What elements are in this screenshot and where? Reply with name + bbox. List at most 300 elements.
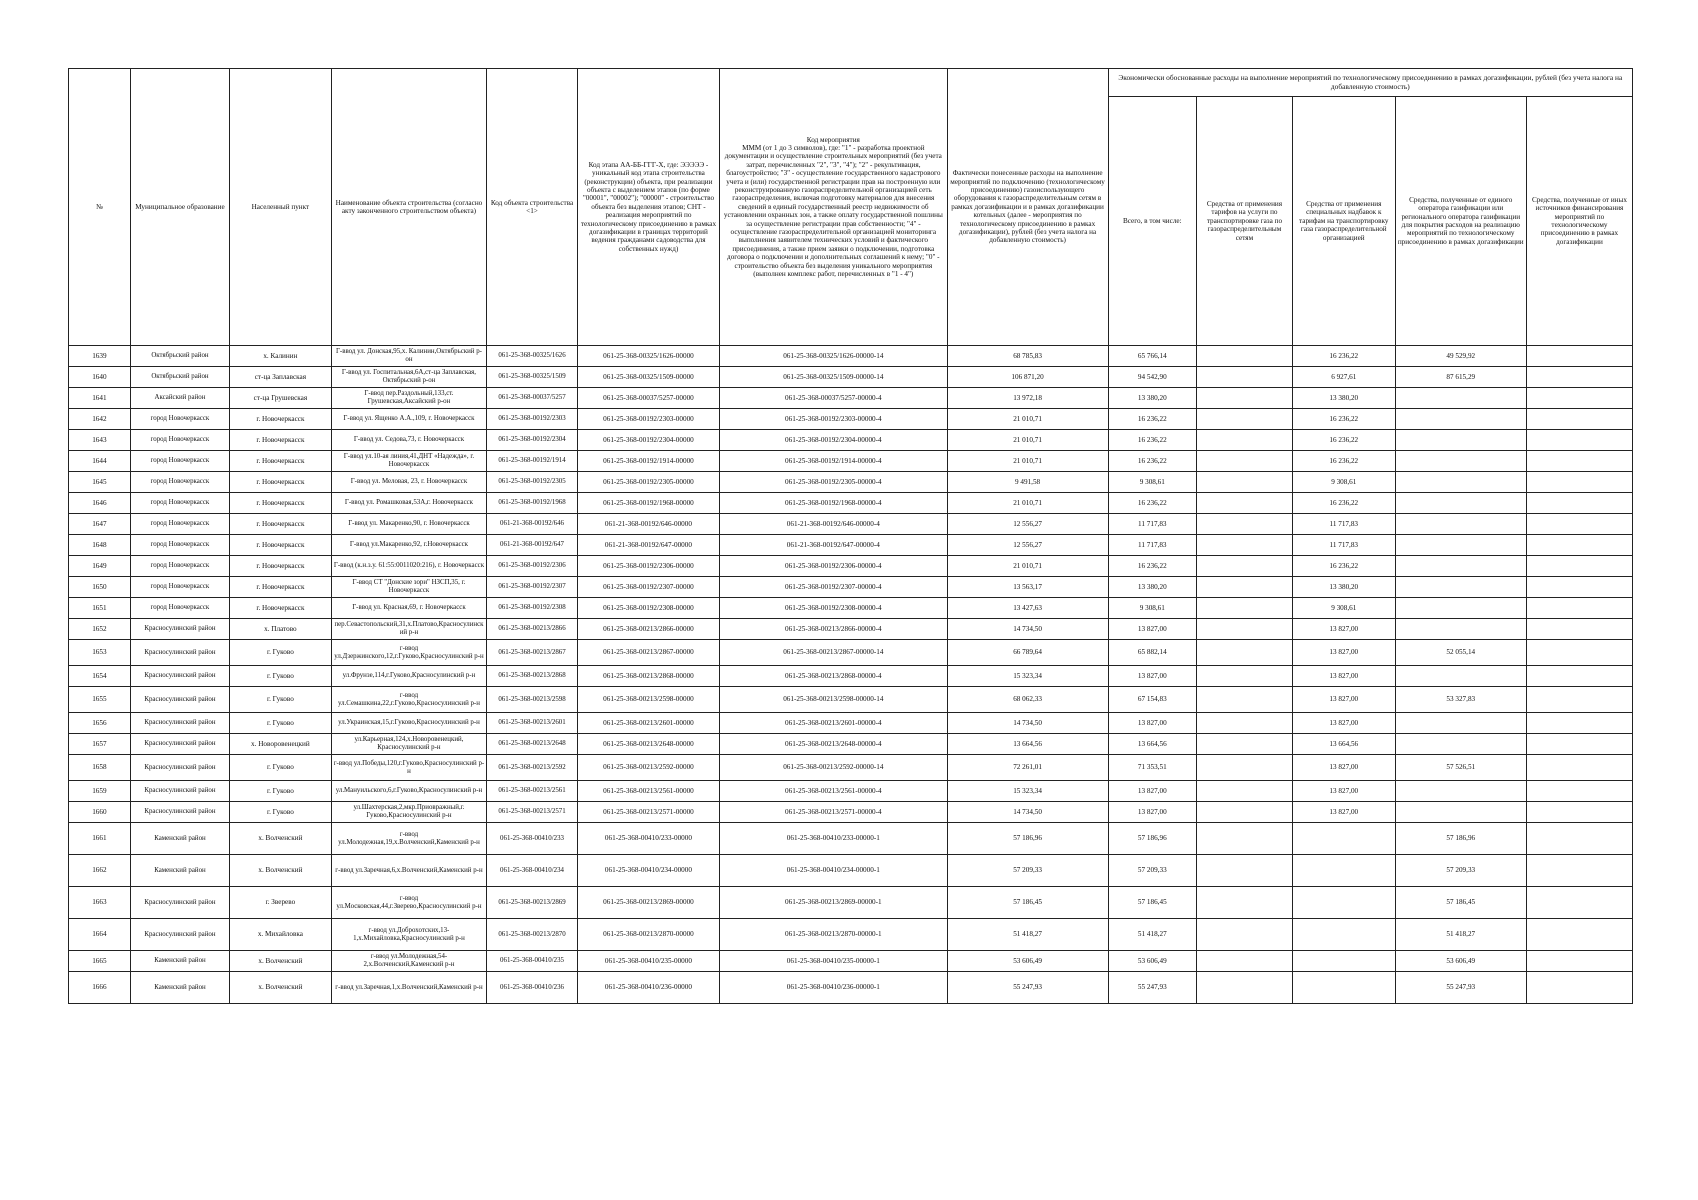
row-stage-code: 061-25-368-00192/2308-00000	[577, 598, 719, 619]
row-surcharge-funds	[1292, 919, 1395, 951]
row-municipality: Красносулинский район	[130, 666, 229, 687]
row-surcharge-funds: 9 308,61	[1292, 472, 1395, 493]
row-settlement: г. Новочеркасск	[230, 451, 332, 472]
row-number: 1657	[69, 734, 131, 755]
row-settlement: х. Калинин	[230, 346, 332, 367]
row-number: 1648	[69, 535, 131, 556]
row-operator-funds: 57 186,96	[1395, 823, 1526, 855]
costs-table	[68, 68, 1633, 1004]
row-surcharge-funds: 16 236,22	[1292, 346, 1395, 367]
row-object-name: Г-ввод ул. Ромашковая,53А,г. Новочеркасск	[331, 493, 487, 514]
row-municipality: Красносулинский район	[130, 919, 229, 951]
header-no: №	[69, 69, 131, 346]
row-municipality: Каменский район	[130, 823, 229, 855]
row-object-code: 061-25-368-00213/2571	[487, 802, 578, 823]
row-operator-funds: 55 247,93	[1395, 972, 1526, 1004]
row-object-code: 061-25-368-00192/2307	[487, 577, 578, 598]
row-object-name: г-ввод ул.Заречная,6,х.Волченский,Каменский р-н	[331, 855, 487, 887]
row-operator-funds	[1395, 598, 1526, 619]
table-row	[69, 493, 1633, 514]
row-settlement: г. Новочеркасск	[230, 430, 332, 451]
row-municipality: город Новочеркасск	[130, 451, 229, 472]
row-object-code: 061-25-368-00192/2304	[487, 430, 578, 451]
row-number: 1663	[69, 887, 131, 919]
row-number: 1646	[69, 493, 131, 514]
row-object-name: Г-ввод ул. Красная,69, г. Новочеркасск	[331, 598, 487, 619]
row-other-sources	[1526, 919, 1632, 951]
row-object-name: Г-ввод ул. Макаренко,90, г. Новочеркасск	[331, 514, 487, 535]
row-object-code: 061-25-368-00192/1914	[487, 451, 578, 472]
row-surcharge-funds	[1292, 855, 1395, 887]
row-tariff-funds	[1196, 781, 1292, 802]
row-settlement: ст-ца Грушевская	[230, 388, 332, 409]
row-tariff-funds	[1196, 734, 1292, 755]
header-tariff-funds: Средства от применения тарифов на услуги по транспортировке газа по газораспределительным сетям	[1196, 97, 1292, 346]
row-stage-code: 061-25-368-00213/2571-00000	[577, 802, 719, 823]
row-operator-funds: 57 186,45	[1395, 887, 1526, 919]
row-object-name: Г-ввод ул. Меловая, 23, г. Новочеркасск	[331, 472, 487, 493]
row-total: 16 236,22	[1108, 493, 1196, 514]
row-other-sources	[1526, 951, 1632, 972]
row-municipality: город Новочеркасск	[130, 577, 229, 598]
header-stage-code: Код этапа АА-ББ-ГГГ-Х, где: ЭЭЭЭЭ - уникальный код этапа строительства (реконструкции) объекта, при реализации объекта с выделением этапов (по форме "00001", "00002"); "00000" - строительство объекта без выделения этапов; СНТ - реализация мероприятий по технологическому присоединению в рамках догазификации в границах территорий ведения гражданами садоводства для собственных нужд)	[577, 69, 719, 346]
row-tariff-funds	[1196, 887, 1292, 919]
row-number: 1661	[69, 823, 131, 855]
table-row	[69, 409, 1633, 430]
table-row	[69, 514, 1633, 535]
row-surcharge-funds: 13 380,20	[1292, 577, 1395, 598]
row-surcharge-funds	[1292, 887, 1395, 919]
row-settlement: х. Волченский	[230, 855, 332, 887]
header-actual-costs: Фактически понесенные расходы на выполнение мероприятий по подключению (технологическому присоединению) газоиспользующего оборудования к газораспределительным сетям в рамках догазификации и в рамках догазификации котельных (далее - мероприятия по технологическому присоединению в рамках догазификации), рублей (без учета налога на добавленную стоимость)	[947, 69, 1108, 346]
table-row	[69, 346, 1633, 367]
row-actual-costs: 21 010,71	[947, 451, 1108, 472]
row-tariff-funds	[1196, 451, 1292, 472]
row-stage-code: 061-25-368-00410/236-00000	[577, 972, 719, 1004]
row-actual-costs: 9 491,58	[947, 472, 1108, 493]
row-total: 16 236,22	[1108, 556, 1196, 577]
row-total: 13 827,00	[1108, 802, 1196, 823]
row-other-sources	[1526, 430, 1632, 451]
row-tariff-funds	[1196, 577, 1292, 598]
row-object-code: 061-25-368-00410/236	[487, 972, 578, 1004]
row-number: 1665	[69, 951, 131, 972]
row-number: 1642	[69, 409, 131, 430]
row-total: 65 882,14	[1108, 640, 1196, 666]
row-operator-funds: 52 055,14	[1395, 640, 1526, 666]
row-other-sources	[1526, 514, 1632, 535]
row-municipality: Красносулинский район	[130, 619, 229, 640]
row-measure-code: 061-25-368-00192/2304-00000-4	[720, 430, 947, 451]
row-other-sources	[1526, 755, 1632, 781]
row-tariff-funds	[1196, 619, 1292, 640]
row-total: 9 308,61	[1108, 598, 1196, 619]
row-surcharge-funds: 11 717,83	[1292, 514, 1395, 535]
row-municipality: Аксайский район	[130, 388, 229, 409]
row-object-code: 061-25-368-00192/2303	[487, 409, 578, 430]
header-operator-funds: Средства, полученные от единого оператора газификации или регионального оператора газификации для покрытия расходов на реализацию мероприятий по технологическому присоединению в рамках догазификации	[1395, 97, 1526, 346]
row-object-code: 061-25-368-00325/1509	[487, 367, 578, 388]
row-tariff-funds	[1196, 972, 1292, 1004]
row-municipality: Красносулинский район	[130, 887, 229, 919]
row-stage-code: 061-25-368-00213/2870-00000	[577, 919, 719, 951]
row-total: 94 542,90	[1108, 367, 1196, 388]
row-measure-code: 061-25-368-00213/2561-00000-4	[720, 781, 947, 802]
row-number: 1652	[69, 619, 131, 640]
row-tariff-funds	[1196, 855, 1292, 887]
row-settlement: г. Зверево	[230, 887, 332, 919]
row-number: 1655	[69, 687, 131, 713]
table-row	[69, 951, 1633, 972]
row-total: 9 308,61	[1108, 472, 1196, 493]
header-measure-code-desc: МММ (от 1 до 3 символов), где: "1" - разработка проектной документации и осуществление строительных мероприятий (без учета затрат, перечисленных "2", "3", "4"); "2" - рекультивация, благоустройство; "3" - осуществление государственного кадастрового учета и (или) государственной регистрации прав на построенную или реконструированную газораспределительной организацией сеть газораспределения, включая подготовку материалов для внесения сведений в единый государственный реестр недвижимости об установлении охранных зон, а также оплату государственной пошлины за осуществление регистрации прав собственности; "4" - осуществление газораспределительной организацией мониторинга выполнения заявителем технических условий и фактического присоединения, а также прием заявки о подключении, подготовка договора о подключении и дополнительных соглашений к нему; "0" - строительство объекта без выделения уникального мероприятия (выполнен комплекс работ, перечисленных в "1 - 4")	[723, 143, 943, 279]
row-settlement: х. Новоровенецкий	[230, 734, 332, 755]
row-operator-funds	[1395, 430, 1526, 451]
table-row	[69, 687, 1633, 713]
row-stage-code: 061-25-368-00410/233-00000	[577, 823, 719, 855]
row-stage-code: 061-25-368-00037/5257-00000	[577, 388, 719, 409]
row-tariff-funds	[1196, 535, 1292, 556]
row-other-sources	[1526, 619, 1632, 640]
row-object-name: Г-ввод (к.н.з.у. 61:55:0011020:216), г. Новочеркасск	[331, 556, 487, 577]
row-municipality: Октябрьский район	[130, 367, 229, 388]
row-object-code: 061-25-368-00213/2561	[487, 781, 578, 802]
row-municipality: город Новочеркасск	[130, 493, 229, 514]
row-municipality: город Новочеркасск	[130, 598, 229, 619]
header-measure-code-title: Код мероприятия	[806, 135, 860, 144]
row-actual-costs: 13 427,63	[947, 598, 1108, 619]
table-row	[69, 367, 1633, 388]
row-measure-code: 061-25-368-00325/1626-00000-14	[720, 346, 947, 367]
row-object-code: 061-25-368-00213/2866	[487, 619, 578, 640]
row-object-code: 061-25-368-00213/2592	[487, 755, 578, 781]
row-measure-code: 061-25-368-00213/2601-00000-4	[720, 713, 947, 734]
row-operator-funds: 53 327,83	[1395, 687, 1526, 713]
row-stage-code: 061-25-368-00192/2303-00000	[577, 409, 719, 430]
row-settlement: г. Гуково	[230, 666, 332, 687]
row-settlement: г. Новочеркасск	[230, 409, 332, 430]
row-municipality: Каменский район	[130, 951, 229, 972]
row-other-sources	[1526, 451, 1632, 472]
row-object-name: пер.Севастопольский,31,х.Платово,Красносулинский р-н	[331, 619, 487, 640]
row-operator-funds: 57 209,33	[1395, 855, 1526, 887]
row-settlement: г. Новочеркасск	[230, 472, 332, 493]
row-tariff-funds	[1196, 556, 1292, 577]
table-row	[69, 640, 1633, 666]
row-number: 1650	[69, 577, 131, 598]
row-object-code: 061-21-368-00192/646	[487, 514, 578, 535]
header-object-code: Код объекта строительства <1>	[487, 69, 578, 346]
row-object-name: г-ввод ул.Семашкина,22,г.Гуково,Красносулинский р-н	[331, 687, 487, 713]
row-other-sources	[1526, 713, 1632, 734]
row-object-code: 061-25-368-00192/1968	[487, 493, 578, 514]
row-actual-costs: 14 734,50	[947, 713, 1108, 734]
row-other-sources	[1526, 666, 1632, 687]
row-other-sources	[1526, 493, 1632, 514]
row-number: 1654	[69, 666, 131, 687]
row-other-sources	[1526, 535, 1632, 556]
row-stage-code: 061-25-368-00213/2867-00000	[577, 640, 719, 666]
row-other-sources	[1526, 802, 1632, 823]
row-stage-code: 061-25-368-00213/2601-00000	[577, 713, 719, 734]
row-object-name: г-ввод ул.Победы,120,г.Гуково,Красносулинский р-н	[331, 755, 487, 781]
row-surcharge-funds: 16 236,22	[1292, 409, 1395, 430]
row-total: 13 827,00	[1108, 713, 1196, 734]
row-surcharge-funds: 13 827,00	[1292, 755, 1395, 781]
table-row	[69, 919, 1633, 951]
row-operator-funds	[1395, 802, 1526, 823]
row-number: 1641	[69, 388, 131, 409]
row-object-name: ул.Фрунзе,114,г.Гуково,Красносулинский р-н	[331, 666, 487, 687]
table-row	[69, 535, 1633, 556]
table-row	[69, 823, 1633, 855]
row-object-code: 061-25-368-00037/5257	[487, 388, 578, 409]
row-object-code: 061-25-368-00325/1626	[487, 346, 578, 367]
row-actual-costs: 55 247,93	[947, 972, 1108, 1004]
row-municipality: Красносулинский район	[130, 755, 229, 781]
table-row	[69, 887, 1633, 919]
row-tariff-funds	[1196, 409, 1292, 430]
row-operator-funds	[1395, 619, 1526, 640]
row-actual-costs: 106 871,20	[947, 367, 1108, 388]
row-total: 13 827,00	[1108, 666, 1196, 687]
row-measure-code: 061-25-368-00213/2648-00000-4	[720, 734, 947, 755]
row-tariff-funds	[1196, 472, 1292, 493]
row-municipality: Красносулинский район	[130, 734, 229, 755]
row-tariff-funds	[1196, 367, 1292, 388]
row-municipality: Октябрьский район	[130, 346, 229, 367]
row-number: 1647	[69, 514, 131, 535]
row-settlement: х. Михайловка	[230, 919, 332, 951]
row-surcharge-funds: 16 236,22	[1292, 430, 1395, 451]
row-municipality: город Новочеркасск	[130, 514, 229, 535]
row-other-sources	[1526, 409, 1632, 430]
row-measure-code: 061-25-368-00213/2598-00000-14	[720, 687, 947, 713]
row-tariff-funds	[1196, 687, 1292, 713]
row-actual-costs: 51 418,27	[947, 919, 1108, 951]
row-surcharge-funds: 6 927,61	[1292, 367, 1395, 388]
row-measure-code: 061-25-368-00213/2866-00000-4	[720, 619, 947, 640]
header-total: Всего, в том числе:	[1108, 97, 1196, 346]
row-surcharge-funds: 13 827,00	[1292, 802, 1395, 823]
row-settlement: ст-ца Заплавская	[230, 367, 332, 388]
row-measure-code: 061-25-368-00037/5257-00000-4	[720, 388, 947, 409]
row-object-name: Г-ввод СТ "Донские зори" НЗСП,35, г. Новочеркасск	[331, 577, 487, 598]
row-surcharge-funds: 13 827,00	[1292, 666, 1395, 687]
row-settlement: г. Гуково	[230, 640, 332, 666]
table-row	[69, 802, 1633, 823]
row-actual-costs: 13 664,56	[947, 734, 1108, 755]
row-measure-code: 061-25-368-00192/2305-00000-4	[720, 472, 947, 493]
row-other-sources	[1526, 855, 1632, 887]
row-operator-funds	[1395, 713, 1526, 734]
row-object-code: 061-25-368-00410/234	[487, 855, 578, 887]
row-operator-funds: 87 615,29	[1395, 367, 1526, 388]
row-actual-costs: 21 010,71	[947, 409, 1108, 430]
row-stage-code: 061-25-368-00213/2868-00000	[577, 666, 719, 687]
row-total: 13 827,00	[1108, 781, 1196, 802]
row-measure-code: 061-25-368-00192/2307-00000-4	[720, 577, 947, 598]
row-total: 53 606,49	[1108, 951, 1196, 972]
row-object-name: ул.Карьерная,124,х.Новоровенецкий, Красносулинский р-н	[331, 734, 487, 755]
row-number: 1640	[69, 367, 131, 388]
row-operator-funds	[1395, 666, 1526, 687]
table-row	[69, 619, 1633, 640]
row-municipality: Красносулинский район	[130, 713, 229, 734]
row-number: 1639	[69, 346, 131, 367]
row-number: 1651	[69, 598, 131, 619]
row-number: 1649	[69, 556, 131, 577]
row-total: 57 186,96	[1108, 823, 1196, 855]
row-number: 1664	[69, 919, 131, 951]
row-actual-costs: 53 606,49	[947, 951, 1108, 972]
table-row	[69, 666, 1633, 687]
row-object-name: г-ввод ул.Молодежная,19,х.Волченский,Каменский р-н	[331, 823, 487, 855]
row-actual-costs: 12 556,27	[947, 535, 1108, 556]
row-total: 67 154,83	[1108, 687, 1196, 713]
row-settlement: г. Гуково	[230, 755, 332, 781]
row-stage-code: 061-25-368-00192/2304-00000	[577, 430, 719, 451]
row-tariff-funds	[1196, 802, 1292, 823]
row-stage-code: 061-25-368-00213/2598-00000	[577, 687, 719, 713]
row-tariff-funds	[1196, 919, 1292, 951]
header-economic-group: Экономически обоснованные расходы на выполнение мероприятий по технологическому присоединению в рамках догазификации, рублей (без учета налога на добавленную стоимость)	[1108, 69, 1632, 97]
row-settlement: г. Новочеркасск	[230, 598, 332, 619]
row-object-name: ул.Шахтерская,2,мкр.Приовражный,г. Гуково,Красносулинский р-н	[331, 802, 487, 823]
row-tariff-funds	[1196, 388, 1292, 409]
table-body	[69, 346, 1633, 1004]
row-number: 1659	[69, 781, 131, 802]
row-measure-code: 061-25-368-00192/2303-00000-4	[720, 409, 947, 430]
row-number: 1643	[69, 430, 131, 451]
row-total: 13 380,20	[1108, 388, 1196, 409]
row-measure-code: 061-21-368-00192/646-00000-4	[720, 514, 947, 535]
row-settlement: х. Волченский	[230, 951, 332, 972]
row-municipality: Красносулинский район	[130, 802, 229, 823]
table-row	[69, 713, 1633, 734]
table-row	[69, 781, 1633, 802]
row-settlement: г. Гуково	[230, 781, 332, 802]
table-row	[69, 577, 1633, 598]
row-stage-code: 061-25-368-00213/2648-00000	[577, 734, 719, 755]
row-object-code: 061-25-368-00410/233	[487, 823, 578, 855]
row-measure-code: 061-25-368-00410/236-00000-1	[720, 972, 947, 1004]
row-number: 1644	[69, 451, 131, 472]
row-stage-code: 061-25-368-00192/2305-00000	[577, 472, 719, 493]
table-row	[69, 388, 1633, 409]
row-object-code: 061-25-368-00410/235	[487, 951, 578, 972]
row-tariff-funds	[1196, 823, 1292, 855]
row-total: 13 664,56	[1108, 734, 1196, 755]
row-settlement: г. Новочеркасск	[230, 577, 332, 598]
row-measure-code: 061-25-368-00213/2868-00000-4	[720, 666, 947, 687]
row-object-code: 061-25-368-00213/2867	[487, 640, 578, 666]
row-other-sources	[1526, 640, 1632, 666]
row-measure-code: 061-25-368-00410/233-00000-1	[720, 823, 947, 855]
row-number: 1653	[69, 640, 131, 666]
row-surcharge-funds: 16 236,22	[1292, 556, 1395, 577]
row-actual-costs: 57 186,45	[947, 887, 1108, 919]
table-row	[69, 755, 1633, 781]
row-settlement: г. Гуково	[230, 713, 332, 734]
row-settlement: г. Новочеркасск	[230, 493, 332, 514]
row-operator-funds	[1395, 556, 1526, 577]
row-object-name: Г-ввод ул.10-ая линия,41,ДНТ «Надежда», г. Новочеркасск	[331, 451, 487, 472]
row-actual-costs: 14 734,50	[947, 619, 1108, 640]
row-stage-code: 061-25-368-00192/2306-00000	[577, 556, 719, 577]
row-total: 65 766,14	[1108, 346, 1196, 367]
row-number: 1658	[69, 755, 131, 781]
row-other-sources	[1526, 972, 1632, 1004]
table-row	[69, 430, 1633, 451]
row-surcharge-funds: 9 308,61	[1292, 598, 1395, 619]
row-measure-code: 061-21-368-00192/647-00000-4	[720, 535, 947, 556]
row-object-code: 061-25-368-00192/2305	[487, 472, 578, 493]
row-measure-code: 061-25-368-00192/1914-00000-4	[720, 451, 947, 472]
row-operator-funds	[1395, 514, 1526, 535]
row-total: 57 209,33	[1108, 855, 1196, 887]
row-total: 71 353,51	[1108, 755, 1196, 781]
row-operator-funds: 53 606,49	[1395, 951, 1526, 972]
row-actual-costs: 68 062,33	[947, 687, 1108, 713]
row-object-code: 061-25-368-00213/2648	[487, 734, 578, 755]
row-surcharge-funds: 16 236,22	[1292, 451, 1395, 472]
row-object-code: 061-25-368-00213/2601	[487, 713, 578, 734]
row-stage-code: 061-21-368-00192/646-00000	[577, 514, 719, 535]
row-tariff-funds	[1196, 755, 1292, 781]
row-object-code: 061-25-368-00213/2870	[487, 919, 578, 951]
table-row	[69, 472, 1633, 493]
row-actual-costs: 21 010,71	[947, 493, 1108, 514]
row-settlement: х. Волченский	[230, 823, 332, 855]
row-object-code: 061-21-368-00192/647	[487, 535, 578, 556]
table-row	[69, 598, 1633, 619]
row-operator-funds	[1395, 734, 1526, 755]
row-municipality: Красносулинский район	[130, 781, 229, 802]
row-measure-code: 061-25-368-00192/2306-00000-4	[720, 556, 947, 577]
row-tariff-funds	[1196, 430, 1292, 451]
row-stage-code: 061-25-368-00410/234-00000	[577, 855, 719, 887]
row-other-sources	[1526, 346, 1632, 367]
row-object-code: 061-25-368-00213/2598	[487, 687, 578, 713]
row-stage-code: 061-25-368-00213/2561-00000	[577, 781, 719, 802]
row-operator-funds: 49 529,92	[1395, 346, 1526, 367]
row-object-name: Г-ввод ул. Госпитальная,6А,ст-ца Заплавская, Октябрьский р-он	[331, 367, 487, 388]
row-tariff-funds	[1196, 951, 1292, 972]
row-surcharge-funds: 16 236,22	[1292, 493, 1395, 514]
row-object-name: Г-ввод ул. Донская,95,х. Калинин,Октябрьский р-он	[331, 346, 487, 367]
row-operator-funds: 57 526,51	[1395, 755, 1526, 781]
row-municipality: Каменский район	[130, 855, 229, 887]
row-operator-funds	[1395, 472, 1526, 493]
row-surcharge-funds: 13 664,56	[1292, 734, 1395, 755]
row-actual-costs: 68 785,83	[947, 346, 1108, 367]
header-row-1	[69, 69, 1633, 97]
row-total: 16 236,22	[1108, 430, 1196, 451]
row-surcharge-funds: 13 827,00	[1292, 640, 1395, 666]
row-object-code: 061-25-368-00213/2868	[487, 666, 578, 687]
table-row	[69, 556, 1633, 577]
row-object-code: 061-25-368-00192/2306	[487, 556, 578, 577]
row-surcharge-funds	[1292, 823, 1395, 855]
row-surcharge-funds: 13 380,20	[1292, 388, 1395, 409]
row-other-sources	[1526, 734, 1632, 755]
row-actual-costs: 66 789,64	[947, 640, 1108, 666]
row-tariff-funds	[1196, 640, 1292, 666]
row-actual-costs: 13 563,17	[947, 577, 1108, 598]
row-total: 16 236,22	[1108, 451, 1196, 472]
table-row	[69, 972, 1633, 1004]
